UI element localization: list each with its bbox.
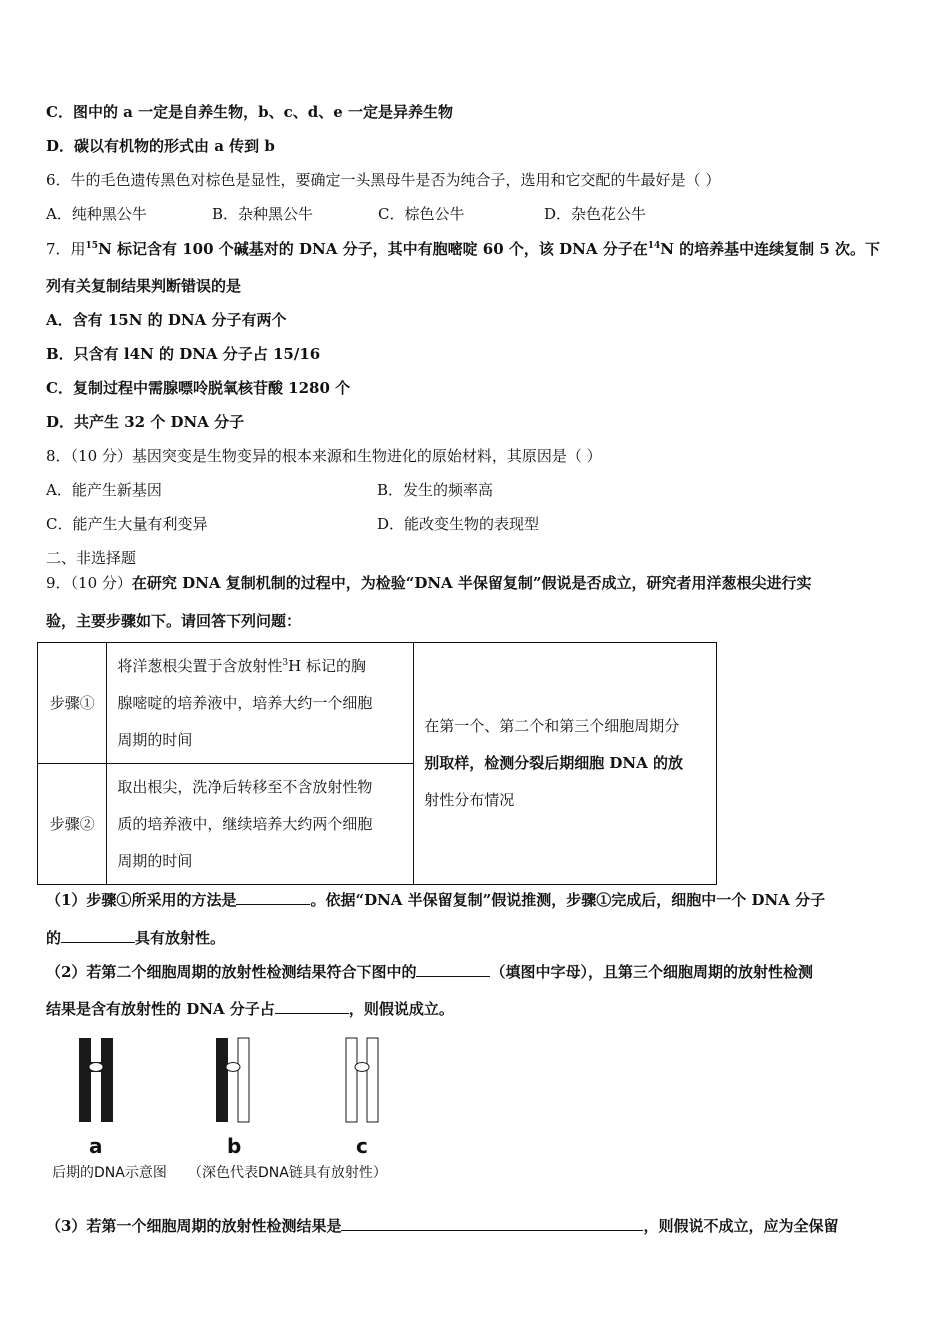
q9-sub2-line2: 结果是含有放射性的 DNA 分子占 ，则假说成立。 [46,1000,454,1018]
q6-options [46,204,646,224]
step2-text: 取出根尖，洗净后转移至不含放射性物 质的培养液中，继续培养大约两个细胞 周期的时间 [107,764,414,885]
q8-option-a: A．能产生新基因 [46,481,162,499]
dna-b-diagram [216,1038,249,1122]
dna-a-diagram [79,1038,113,1122]
q9-stem-line2: 验，主要步骤如下。请回答下列问题： [46,612,302,630]
step1-label: 步骤① [38,643,107,764]
q8-options-row1 [46,480,493,500]
result-text: 在第一个、第二个和第三个细胞周期分 别取样，检测分裂后期细胞 DNA 的放 射性分布情况 [414,643,717,885]
q8-option-b: B．发生的频率高 [377,481,494,499]
q8-options-row2 [46,514,539,534]
q8-option-d: D．能改变生物的表现型 [377,515,540,533]
q7-option-c: C．复制过程中需腺嘌呤脱氧核苷酸 1280 个 [46,379,351,397]
answer-blank[interactable] [341,1216,643,1231]
q9-sub3-line1: （3）若第一个细胞周期的放射性检测结果是 ，则假说不成立，应为全保留 [46,1217,839,1235]
q7-stem-line1: 7．用$^{15}$N 标记含有 100 个碱基对的 DNA 分子，其中有胞嘧啶 60 个，该 DNA 分子在$^{14}$N 的培养基中连续复制 5 次。下 [46,240,881,258]
q8-option-c: C．能产生大量有利变异 [46,515,208,533]
q7-stem-line2: 列有关复制结果判断错误的是 [46,277,242,295]
answer-blank[interactable] [275,999,349,1014]
step2-label: 步骤② [38,764,107,885]
q6-stem: 6．牛的毛色遗传黑色对棕色是显性，要确定一头黑母牛是否为纯合子，选用和它交配的牛最好是（ ） [46,171,721,189]
q6-option-a: A．纯种黑公牛 [46,205,147,223]
dna-c-diagram [346,1038,378,1122]
steps-table [37,642,717,885]
dna-figure [70,1036,400,1126]
q9-stem-line1: 9．（10 分）在研究 DNA 复制机制的过程中，为检验“DNA 半保留复制”假说是否成立，研究者用洋葱根尖进行实 [46,574,812,592]
fig-label-a: a [89,1134,103,1158]
q6-option-b: B．杂种黑公牛 [212,205,314,223]
q7-option-a: A．含有 15N 的 DNA 分子有两个 [46,311,287,329]
q5-option-d: D．碳以有机物的形式由 a 传到 b [46,137,275,155]
step1-row [38,643,717,764]
answer-blank[interactable] [416,962,490,977]
q7-option-b: B．只含有 l4N 的 DNA 分子占 15/16 [46,345,321,363]
q9-sub2-line1: （2）若第二个细胞周期的放射性检测结果符合下图中的 （填图中字母），且第三个细胞周期的放射性检测 [46,963,813,981]
q7-option-d: D．共产生 32 个 DNA 分子 [46,413,245,431]
q6-option-d: D．杂色花公牛 [544,205,647,223]
answer-blank[interactable] [236,890,310,905]
section-heading: 二、非选择题 [46,549,137,567]
answer-blank[interactable] [61,928,135,943]
q5-option-c: C．图中的 a 一定是自养生物，b、c、d、e 一定是异养生物 [46,103,453,121]
q9-sub1-line1: （1）步骤①所采用的方法是 。依据“DNA 半保留复制”假说推测，步骤①完成后，细胞中一个 DNA 分子 [46,891,826,909]
fig-label-b: b [227,1134,242,1158]
fig-caption-left: 后期的DNA示意图 [52,1165,167,1181]
fig-caption-right: （深色代表DNA链具有放射性） [188,1165,387,1181]
q8-stem: 8．（10 分）基因突变是生物变异的根本来源和生物进化的原始材料，其原因是（ ） [46,447,602,465]
q6-option-c: C．棕色公牛 [378,205,465,223]
q9-sub1-line2: 的 具有放射性。 [46,929,226,947]
fig-label-c: c [356,1134,368,1158]
step1-text: 将洋葱根尖置于含放射性$^3$H 标记的胸 腺嘧啶的培养液中，培养大约一个细胞 周期的时间 [107,643,414,764]
